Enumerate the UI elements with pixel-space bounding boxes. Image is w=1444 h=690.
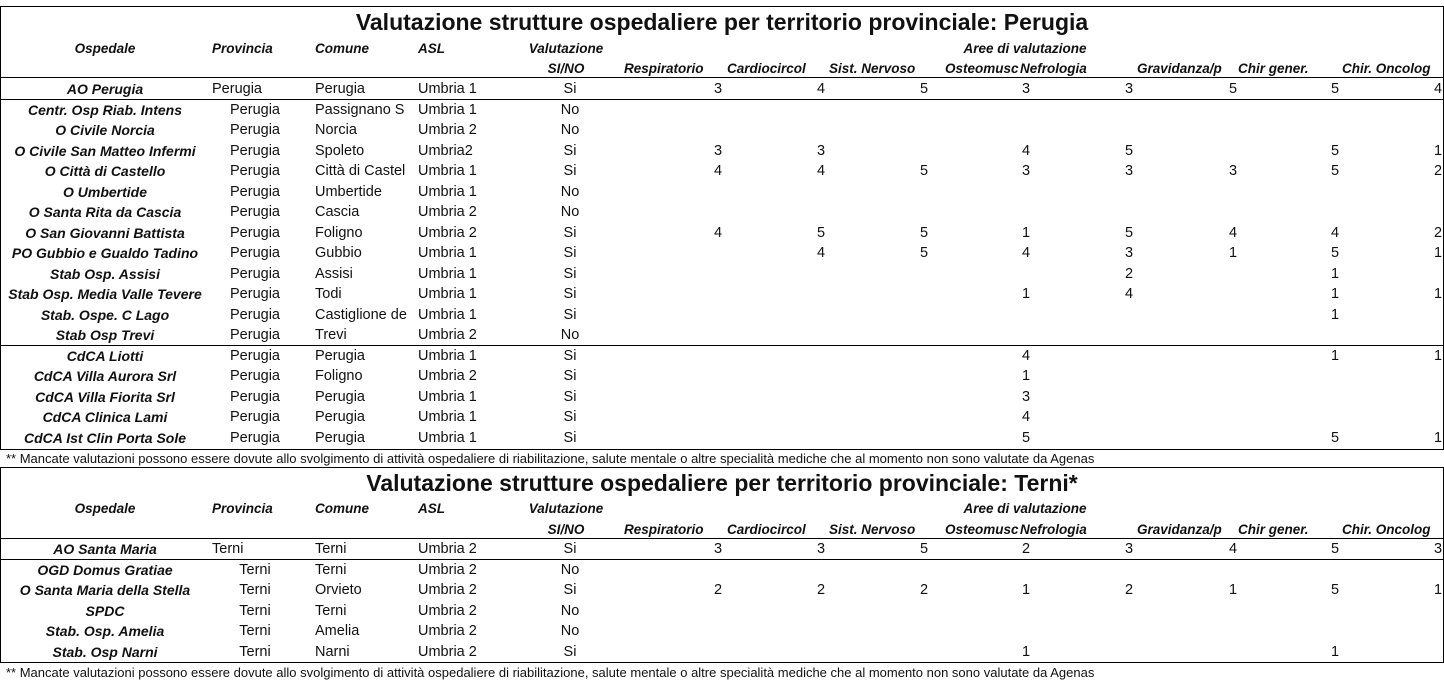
- cell-ospedale: Centr. Osp Riab. Intens: [27, 101, 183, 118]
- table-row: [0, 560, 1444, 581]
- cell-valutazione: No: [560, 204, 580, 220]
- cell-valutazione: No: [560, 602, 580, 619]
- cell-score: 4: [1228, 224, 1238, 241]
- cell-valutazione: No: [560, 327, 580, 343]
- cell-valutazione: Si: [563, 347, 577, 364]
- cell-valutazione: No: [560, 122, 580, 138]
- table-row: [0, 202, 1444, 223]
- cell-score: 4: [1228, 541, 1238, 557]
- cell-provincia: Perugia: [230, 368, 280, 384]
- cell-asl: Umbria 1: [418, 81, 477, 97]
- cell-score: 2: [713, 582, 723, 598]
- cell-asl: Umbria 1: [418, 388, 477, 405]
- cell-score: 1: [1433, 142, 1443, 159]
- cell-asl: Umbria 1: [418, 347, 477, 364]
- cell-ospedale: O Civile San Matteo Infermi: [14, 142, 196, 159]
- header-area-osteomusc: Osteomusc: [945, 522, 1019, 537]
- cell-provincia: Perugia: [230, 224, 280, 241]
- cell-ospedale: Stab Osp. Assisi: [50, 265, 160, 282]
- cell-valutazione: No: [560, 561, 580, 578]
- cell-comune: Orvieto: [315, 582, 362, 598]
- table-row: [0, 141, 1444, 162]
- cell-provincia: Perugia: [230, 101, 280, 118]
- cell-score: 5: [919, 81, 929, 97]
- cell-score: 4: [1021, 245, 1031, 261]
- cell-provincia: Perugia: [230, 204, 280, 220]
- cell-score: 3: [1124, 245, 1134, 261]
- cell-asl: Umbria 2: [418, 368, 477, 384]
- cell-score: 3: [713, 142, 723, 159]
- cell-score: 4: [1021, 409, 1031, 425]
- cell-score: 1: [1330, 643, 1340, 660]
- header-area-chir-gener: Chir gener.: [1238, 522, 1309, 537]
- cell-score: 4: [1021, 142, 1031, 159]
- cell-ospedale: Stab. Ospe. C Lago: [40, 306, 170, 323]
- header-area-respiratorio: Respiratorio: [624, 61, 704, 76]
- cell-asl: Umbria 2: [418, 643, 477, 660]
- cell-asl: Umbria 1: [418, 163, 477, 179]
- header-provincia: Provincia: [212, 41, 273, 56]
- table-title: Valutazione strutture ospedaliere per territorio provinciale: Terni*: [366, 470, 1078, 496]
- cell-score: 1: [1228, 582, 1238, 598]
- cell-comune: Passignano S: [315, 101, 405, 118]
- cell-asl: Umbria 1: [418, 306, 477, 323]
- cell-valutazione: Si: [563, 643, 577, 660]
- cell-valutazione: Si: [563, 388, 577, 405]
- cell-comune: Perugia: [315, 81, 365, 97]
- cell-score: 1: [1330, 347, 1340, 364]
- cell-score: 4: [713, 163, 723, 179]
- cell-provincia: Terni: [239, 582, 271, 598]
- footnote: ** Mancate valutazioni possono essere dovute allo svolgimento di attività ospedaliere di riabilitazione, salute mentale o altre specialità mediche che al momento non sono valutate da Agenas: [6, 451, 1095, 466]
- cell-comune: Perugia: [315, 388, 365, 405]
- table-row: [0, 539, 1444, 560]
- cell-score: 1: [1433, 429, 1443, 446]
- cell-valutazione: Si: [563, 582, 577, 598]
- cell-valutazione: Si: [563, 409, 577, 425]
- cell-score: 3: [1021, 81, 1031, 97]
- header-provincia: Provincia: [212, 501, 273, 516]
- cell-comune: Terni: [315, 602, 347, 619]
- cell-asl: Umbria 1: [418, 286, 477, 302]
- header-area-gravidanza: Gravidanza/p: [1137, 61, 1222, 76]
- table-row: [0, 621, 1444, 642]
- cell-score: 5: [1330, 245, 1340, 261]
- table-row: [0, 284, 1444, 305]
- cell-score: 3: [816, 541, 826, 557]
- cell-provincia: Perugia: [230, 306, 280, 323]
- cell-comune: Perugia: [315, 429, 365, 446]
- header-si-no: SI/NO: [547, 522, 585, 537]
- cell-asl: Umbria 2: [418, 623, 477, 639]
- cell-comune: Trevi: [315, 327, 347, 343]
- header-area-gravidanza: Gravidanza/p: [1137, 522, 1222, 537]
- cell-provincia: Perugia: [230, 347, 280, 364]
- cell-ospedale: CdCA Clinica Lami: [42, 409, 168, 425]
- cell-asl: Umbria 1: [418, 265, 477, 282]
- header-area-chir-gener: Chir gener.: [1238, 61, 1309, 76]
- cell-score: 2: [1433, 224, 1443, 241]
- cell-score: 1: [1433, 286, 1443, 302]
- cell-score: 3: [1021, 388, 1031, 405]
- cell-score: 2: [1433, 163, 1443, 179]
- cell-provincia: Perugia: [230, 122, 280, 138]
- cell-score: 4: [1021, 347, 1031, 364]
- header-asl: ASL: [418, 41, 445, 56]
- cell-comune: Narni: [315, 643, 350, 660]
- table-row: [0, 120, 1444, 141]
- cell-provincia: Terni: [239, 561, 271, 578]
- cell-provincia: Terni: [239, 643, 271, 660]
- footnote: ** Mancate valutazioni possono essere dovute allo svolgimento di attività ospedaliere di riabilitazione, salute mentale o altre specialità mediche che al momento non sono valutate da Agenas: [6, 665, 1095, 680]
- cell-score: 1: [1021, 286, 1031, 302]
- table-row: [0, 264, 1444, 285]
- header-area-chir-oncolog: Chir. Oncolog: [1342, 61, 1431, 76]
- cell-score: 4: [816, 81, 826, 97]
- cell-ospedale: O Città di Castello: [44, 163, 166, 179]
- cell-valutazione: Si: [563, 286, 577, 302]
- cell-comune: Città di Castel: [315, 163, 406, 179]
- header-comune: Comune: [315, 41, 369, 56]
- cell-asl: Umbria 2: [418, 602, 477, 619]
- cell-score: 1: [1330, 265, 1340, 282]
- cell-ospedale: CdCA Ist Clin Porta Sole: [23, 429, 187, 446]
- cell-valutazione: Si: [563, 142, 577, 159]
- cell-valutazione: No: [560, 183, 580, 200]
- cell-provincia: Perugia: [230, 163, 280, 179]
- cell-score: 1: [1021, 582, 1031, 598]
- cell-comune: Perugia: [315, 409, 365, 425]
- cell-provincia: Perugia: [230, 286, 280, 302]
- table-terni: [0, 467, 1444, 690]
- cell-provincia: Terni: [239, 623, 271, 639]
- cell-comune: Perugia: [315, 347, 365, 364]
- cell-score: 1: [1228, 245, 1238, 261]
- cell-asl: Umbria 2: [418, 224, 477, 241]
- cell-score: 3: [713, 541, 723, 557]
- cell-score: 2: [1124, 265, 1134, 282]
- cell-comune: Terni: [315, 541, 347, 557]
- table-row: [0, 223, 1444, 244]
- header-ospedale: Ospedale: [74, 41, 136, 56]
- table-row: [0, 580, 1444, 601]
- cell-score: 1: [1021, 368, 1031, 384]
- cell-asl: Umbria 1: [418, 183, 477, 200]
- cell-score: 5: [1330, 142, 1340, 159]
- header-valutazione: Valutazione: [528, 41, 604, 56]
- table-row: [0, 387, 1444, 408]
- header-comune: Comune: [315, 501, 369, 516]
- cell-score: 5: [919, 245, 929, 261]
- cell-comune: Amelia: [315, 623, 360, 639]
- cell-provincia: Terni: [239, 602, 271, 619]
- cell-comune: Cascia: [315, 204, 360, 220]
- cell-valutazione: No: [560, 623, 580, 639]
- table-row: [0, 346, 1444, 367]
- header-valutazione: Valutazione: [528, 501, 604, 516]
- cell-valutazione: Si: [563, 163, 577, 179]
- cell-score: 5: [1330, 163, 1340, 179]
- cell-score: 3: [1124, 163, 1134, 179]
- cell-comune: Norcia: [315, 122, 357, 138]
- cell-comune: Todi: [315, 286, 342, 302]
- cell-provincia: Perugia: [230, 327, 280, 343]
- cell-valutazione: No: [560, 101, 580, 118]
- cell-ospedale: CdCA Liotti: [66, 347, 144, 364]
- cell-provincia: Perugia: [230, 245, 280, 261]
- header-area-nefrologia: Nefrologia: [1020, 61, 1087, 76]
- cell-score: 1: [1021, 643, 1031, 660]
- cell-score: 5: [1330, 582, 1340, 598]
- cell-provincia: Perugia: [230, 388, 280, 405]
- header-area-sist-nervoso: Sist. Nervoso: [829, 522, 916, 537]
- cell-asl: Umbria 1: [418, 429, 477, 446]
- cell-score: 1: [1433, 347, 1443, 364]
- cell-ospedale: Stab Osp Trevi: [55, 327, 155, 343]
- table-row: [0, 100, 1444, 121]
- cell-comune: Assisi: [315, 265, 353, 282]
- cell-ospedale: O San Giovanni Battista: [25, 224, 185, 241]
- cell-score: 2: [1021, 541, 1031, 557]
- cell-score: 2: [1124, 582, 1134, 598]
- cell-ospedale: OGD Domus Gratiae: [37, 561, 173, 578]
- cell-asl: Umbria 2: [418, 561, 477, 578]
- cell-ospedale: PO Gubbio e Gualdo Tadino: [11, 245, 199, 261]
- cell-valutazione: Si: [563, 368, 577, 384]
- cell-valutazione: Si: [563, 541, 577, 557]
- cell-score: 3: [713, 81, 723, 97]
- table-top-border: [0, 467, 1444, 468]
- header-area-cardiocircol: Cardiocircol: [727, 522, 806, 537]
- header-area-chir-oncolog: Chir. Oncolog: [1342, 522, 1431, 537]
- cell-score: 5: [816, 224, 826, 241]
- table-row: [0, 642, 1444, 663]
- cell-comune: Umbertide: [315, 183, 382, 200]
- cell-asl: Umbria2: [418, 142, 473, 159]
- header-area-osteomusc: Osteomusc: [945, 61, 1019, 76]
- table-row: [0, 79, 1444, 100]
- cell-valutazione: Si: [563, 265, 577, 282]
- cell-score: 4: [1433, 81, 1443, 97]
- header-aree-di-valutazione: Aree di valutazione: [963, 41, 1087, 56]
- cell-comune: Terni: [315, 561, 347, 578]
- cell-score: 2: [919, 582, 929, 598]
- cell-ospedale: CdCA Villa Aurora Srl: [33, 368, 177, 384]
- cell-comune: Castiglione de: [315, 306, 407, 323]
- cell-asl: Umbria 2: [418, 122, 477, 138]
- table-row: [0, 305, 1444, 326]
- table-row: [0, 161, 1444, 182]
- cell-valutazione: Si: [563, 245, 577, 261]
- table-row: [0, 325, 1444, 346]
- header-divider: [0, 77, 1444, 78]
- cell-ospedale: Stab Osp. Media Valle Tevere: [8, 286, 202, 302]
- cell-score: 1: [1021, 224, 1031, 241]
- cell-score: 5: [1124, 142, 1134, 159]
- cell-score: 3: [816, 142, 826, 159]
- cell-score: 3: [1228, 163, 1238, 179]
- cell-ospedale: Stab. Osp Narni: [52, 643, 158, 660]
- cell-score: 5: [1330, 541, 1340, 557]
- cell-score: 2: [816, 582, 826, 598]
- header-area-respiratorio: Respiratorio: [624, 522, 704, 537]
- cell-provincia: Perugia: [230, 409, 280, 425]
- cell-provincia: Perugia: [230, 429, 280, 446]
- table-bottom-border: [0, 662, 1444, 663]
- cell-comune: Spoleto: [315, 142, 365, 159]
- cell-score: 1: [1433, 582, 1443, 598]
- cell-score: 4: [1330, 224, 1340, 241]
- cell-score: 3: [1124, 541, 1134, 557]
- header-area-sist-nervoso: Sist. Nervoso: [829, 61, 916, 76]
- cell-score: 4: [1124, 286, 1134, 302]
- cell-ospedale: SPDC: [85, 602, 125, 619]
- cell-asl: Umbria 1: [418, 245, 477, 261]
- table-title: Valutazione strutture ospedaliere per territorio provinciale: Perugia: [355, 9, 1089, 35]
- cell-ospedale: O Santa Maria della Stella: [19, 582, 191, 598]
- table-row: [0, 601, 1444, 622]
- cell-ospedale: AO Perugia: [66, 81, 144, 97]
- header-aree-di-valutazione: Aree di valutazione: [963, 501, 1087, 516]
- cell-comune: Foligno: [315, 224, 363, 241]
- header-area-nefrologia: Nefrologia: [1020, 522, 1087, 537]
- cell-asl: Umbria 2: [418, 541, 477, 557]
- cell-score: 3: [1124, 81, 1134, 97]
- cell-score: 4: [713, 224, 723, 241]
- header-ospedale: Ospedale: [74, 501, 136, 516]
- cell-provincia: Terni: [212, 541, 244, 557]
- cell-asl: Umbria 2: [418, 582, 477, 598]
- cell-score: 1: [1433, 245, 1443, 261]
- cell-score: 5: [1021, 429, 1031, 446]
- cell-comune: Foligno: [315, 368, 363, 384]
- cell-score: 3: [1021, 163, 1031, 179]
- cell-score: 3: [1433, 541, 1443, 557]
- header-asl: ASL: [418, 501, 445, 516]
- table-row: [0, 407, 1444, 428]
- cell-ospedale: Stab. Osp. Amelia: [45, 623, 165, 639]
- table-row: [0, 243, 1444, 264]
- cell-score: 5: [1330, 81, 1340, 97]
- table-top-border: [0, 6, 1444, 7]
- cell-ospedale: CdCA Villa Fiorita Srl: [35, 388, 175, 405]
- cell-score: 5: [919, 224, 929, 241]
- cell-valutazione: Si: [563, 224, 577, 241]
- header-area-cardiocircol: Cardiocircol: [727, 61, 806, 76]
- cell-provincia: Perugia: [230, 265, 280, 282]
- cell-score: 5: [1330, 429, 1340, 446]
- cell-asl: Umbria 1: [418, 101, 477, 118]
- table-row: [0, 182, 1444, 203]
- cell-score: 5: [1124, 224, 1134, 241]
- cell-score: 4: [816, 245, 826, 261]
- cell-valutazione: Si: [563, 81, 577, 97]
- cell-score: 5: [919, 163, 929, 179]
- cell-comune: Gubbio: [315, 245, 362, 261]
- cell-asl: Umbria 2: [418, 204, 477, 220]
- table-row: [0, 428, 1444, 449]
- cell-provincia: Perugia: [230, 183, 280, 200]
- cell-ospedale: O Umbertide: [62, 183, 147, 200]
- cell-valutazione: Si: [563, 429, 577, 446]
- cell-valutazione: Si: [563, 306, 577, 323]
- cell-provincia: Perugia: [212, 81, 262, 97]
- cell-score: 5: [919, 541, 929, 557]
- cell-score: 1: [1330, 306, 1340, 323]
- cell-score: 5: [1228, 81, 1238, 97]
- table-row: [0, 366, 1444, 387]
- cell-asl: Umbria 2: [418, 327, 477, 343]
- cell-ospedale: AO Santa Maria: [53, 541, 157, 557]
- cell-ospedale: O Santa Rita da Cascia: [28, 204, 182, 220]
- cell-score: 1: [1330, 286, 1340, 302]
- cell-provincia: Perugia: [230, 142, 280, 159]
- cell-ospedale: O Civile Norcia: [55, 122, 155, 138]
- cell-asl: Umbria 1: [418, 409, 477, 425]
- cell-score: 4: [816, 163, 826, 179]
- header-si-no: SI/NO: [547, 61, 585, 76]
